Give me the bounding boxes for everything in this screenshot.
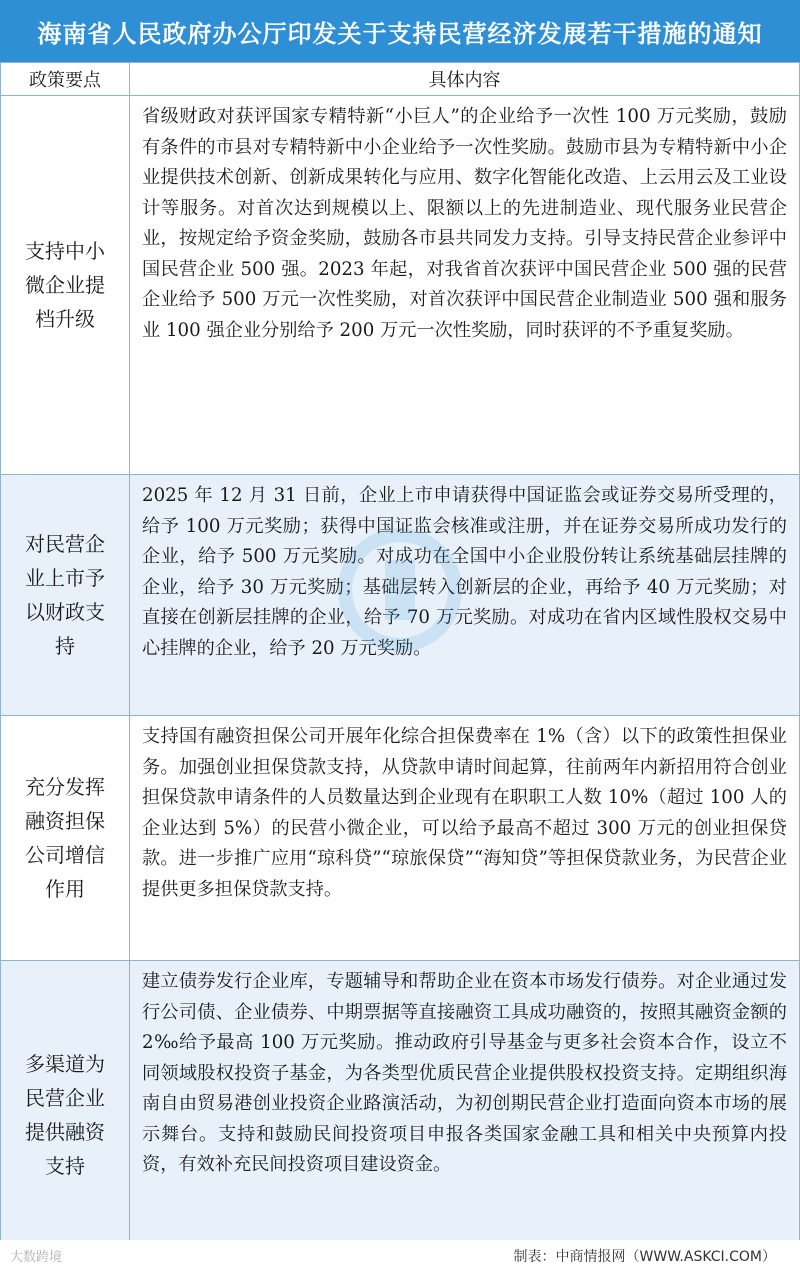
table-header-row — [1, 63, 800, 96]
header-policy-point: 政策要点 — [1, 63, 130, 96]
policy-content-cell: 支持国有融资担保公司开展年化综合担保费率在 1%（含）以下的政策性担保业务。加强创业担保贷款支持，从贷款申请时间起算，往前两年内新招用符合创业担保贷款申请条件的人员数量达到企业现有在职职工人数 10%（超过 100 人的企业达到 5%）的民营小微企业，可以给予最高不超过 300 万元的创业担保贷款。进一步推广应用“琼科贷”“琼旅保贷”“海知贷”等担保贷款业务，为民营企业提供更多担保贷款支持。 — [130, 716, 800, 961]
policy-point-cell: 支持中小微企业提档升级 — [1, 96, 130, 475]
policy-content-cell: 省级财政对获评国家专精特新“小巨人”的企业给予一次性 100 万元奖励，鼓励有条件的市县对专精特新中小企业给予一次性奖励。鼓励市县为专精特新中小企业提供技术创新、创新成果转化与应用、数字化智能化改造、上云用云及工业设计等服务。对首次达到规模以上、限额以上的先进制造业、现代服务业民营企业，按规定给予资金奖励，鼓励各市县共同发力支持。引导支持民营企业参评中国民营企业 500 强。2023 年起，对我省首次获评中国民营企业 500 强的民营企业给予 500 万元一次性奖励，对首次获评中国民营企业制造业 500 强和服务业 100 强企业分别给予 200 万元一次性奖励，同时获评的不予重复奖励。 — [130, 96, 800, 475]
policy-point-cell: 充分发挥融资担保公司增信作用 — [1, 716, 130, 961]
watermark-text: 大数跨境 — [10, 1250, 63, 1265]
page-title: 海南省人民政府办公厅印发关于支持民营经济发展若干措施的通知 — [37, 18, 763, 48]
policy-point-cell: 对民营企业上市予以财政支持 — [1, 475, 130, 716]
table-row — [1, 96, 800, 475]
policy-content-cell: 2025 年 12 月 31 日前，企业上市申请获得中国证监会或证券交易所受理的，给予 100 万元奖励；获得中国证监会核准或注册，并在证券交易所成功发行的企业，给予 500 万元奖励。对成功在全国中小企业股份转让系统基础层挂牌的企业，给予 30 万元奖励；基础层转入创新层的企业，再给予 40 万元奖励；对直接在创新层挂牌的企业，给予 70 万元奖励。对成功在省内区域性股权交易中心挂牌的企业，给予 20 万元奖励。 — [130, 475, 800, 716]
header-content: 具体内容 — [130, 63, 800, 96]
policy-point-cell: 多渠道为民营企业提供融资支持 — [1, 961, 130, 1269]
table-row — [1, 961, 800, 1269]
policy-content-cell: 建立债券发行企业库，专题辅导和帮助企业在资本市场发行债券。对企业通过发行公司债、企业债券、中期票据等直接融资工具成功融资的，按照其融资金额的 2‰给予最高 100 万元奖励。推动政府引导基金与更多社会资本合作，设立不同领域股权投资子基金，为各类型优质民营企业提供股权投资支持。定期组织海南自由贸易港创业投资企业路演活动，为初创期民营企业打造面向资本市场的展示舞台。支持和鼓励民间投资项目申报各类国家金融工具和相关中央预算内投资，有效补充民间投资项目建设资金。 — [130, 961, 800, 1269]
title-bar — [0, 0, 800, 62]
policy-table — [0, 62, 800, 1269]
footer — [0, 1240, 800, 1272]
source-credit: 制表：中商情报网（WWW.ASKCI.COM） — [513, 1249, 776, 1265]
table-row — [1, 716, 800, 961]
table-row — [1, 475, 800, 716]
